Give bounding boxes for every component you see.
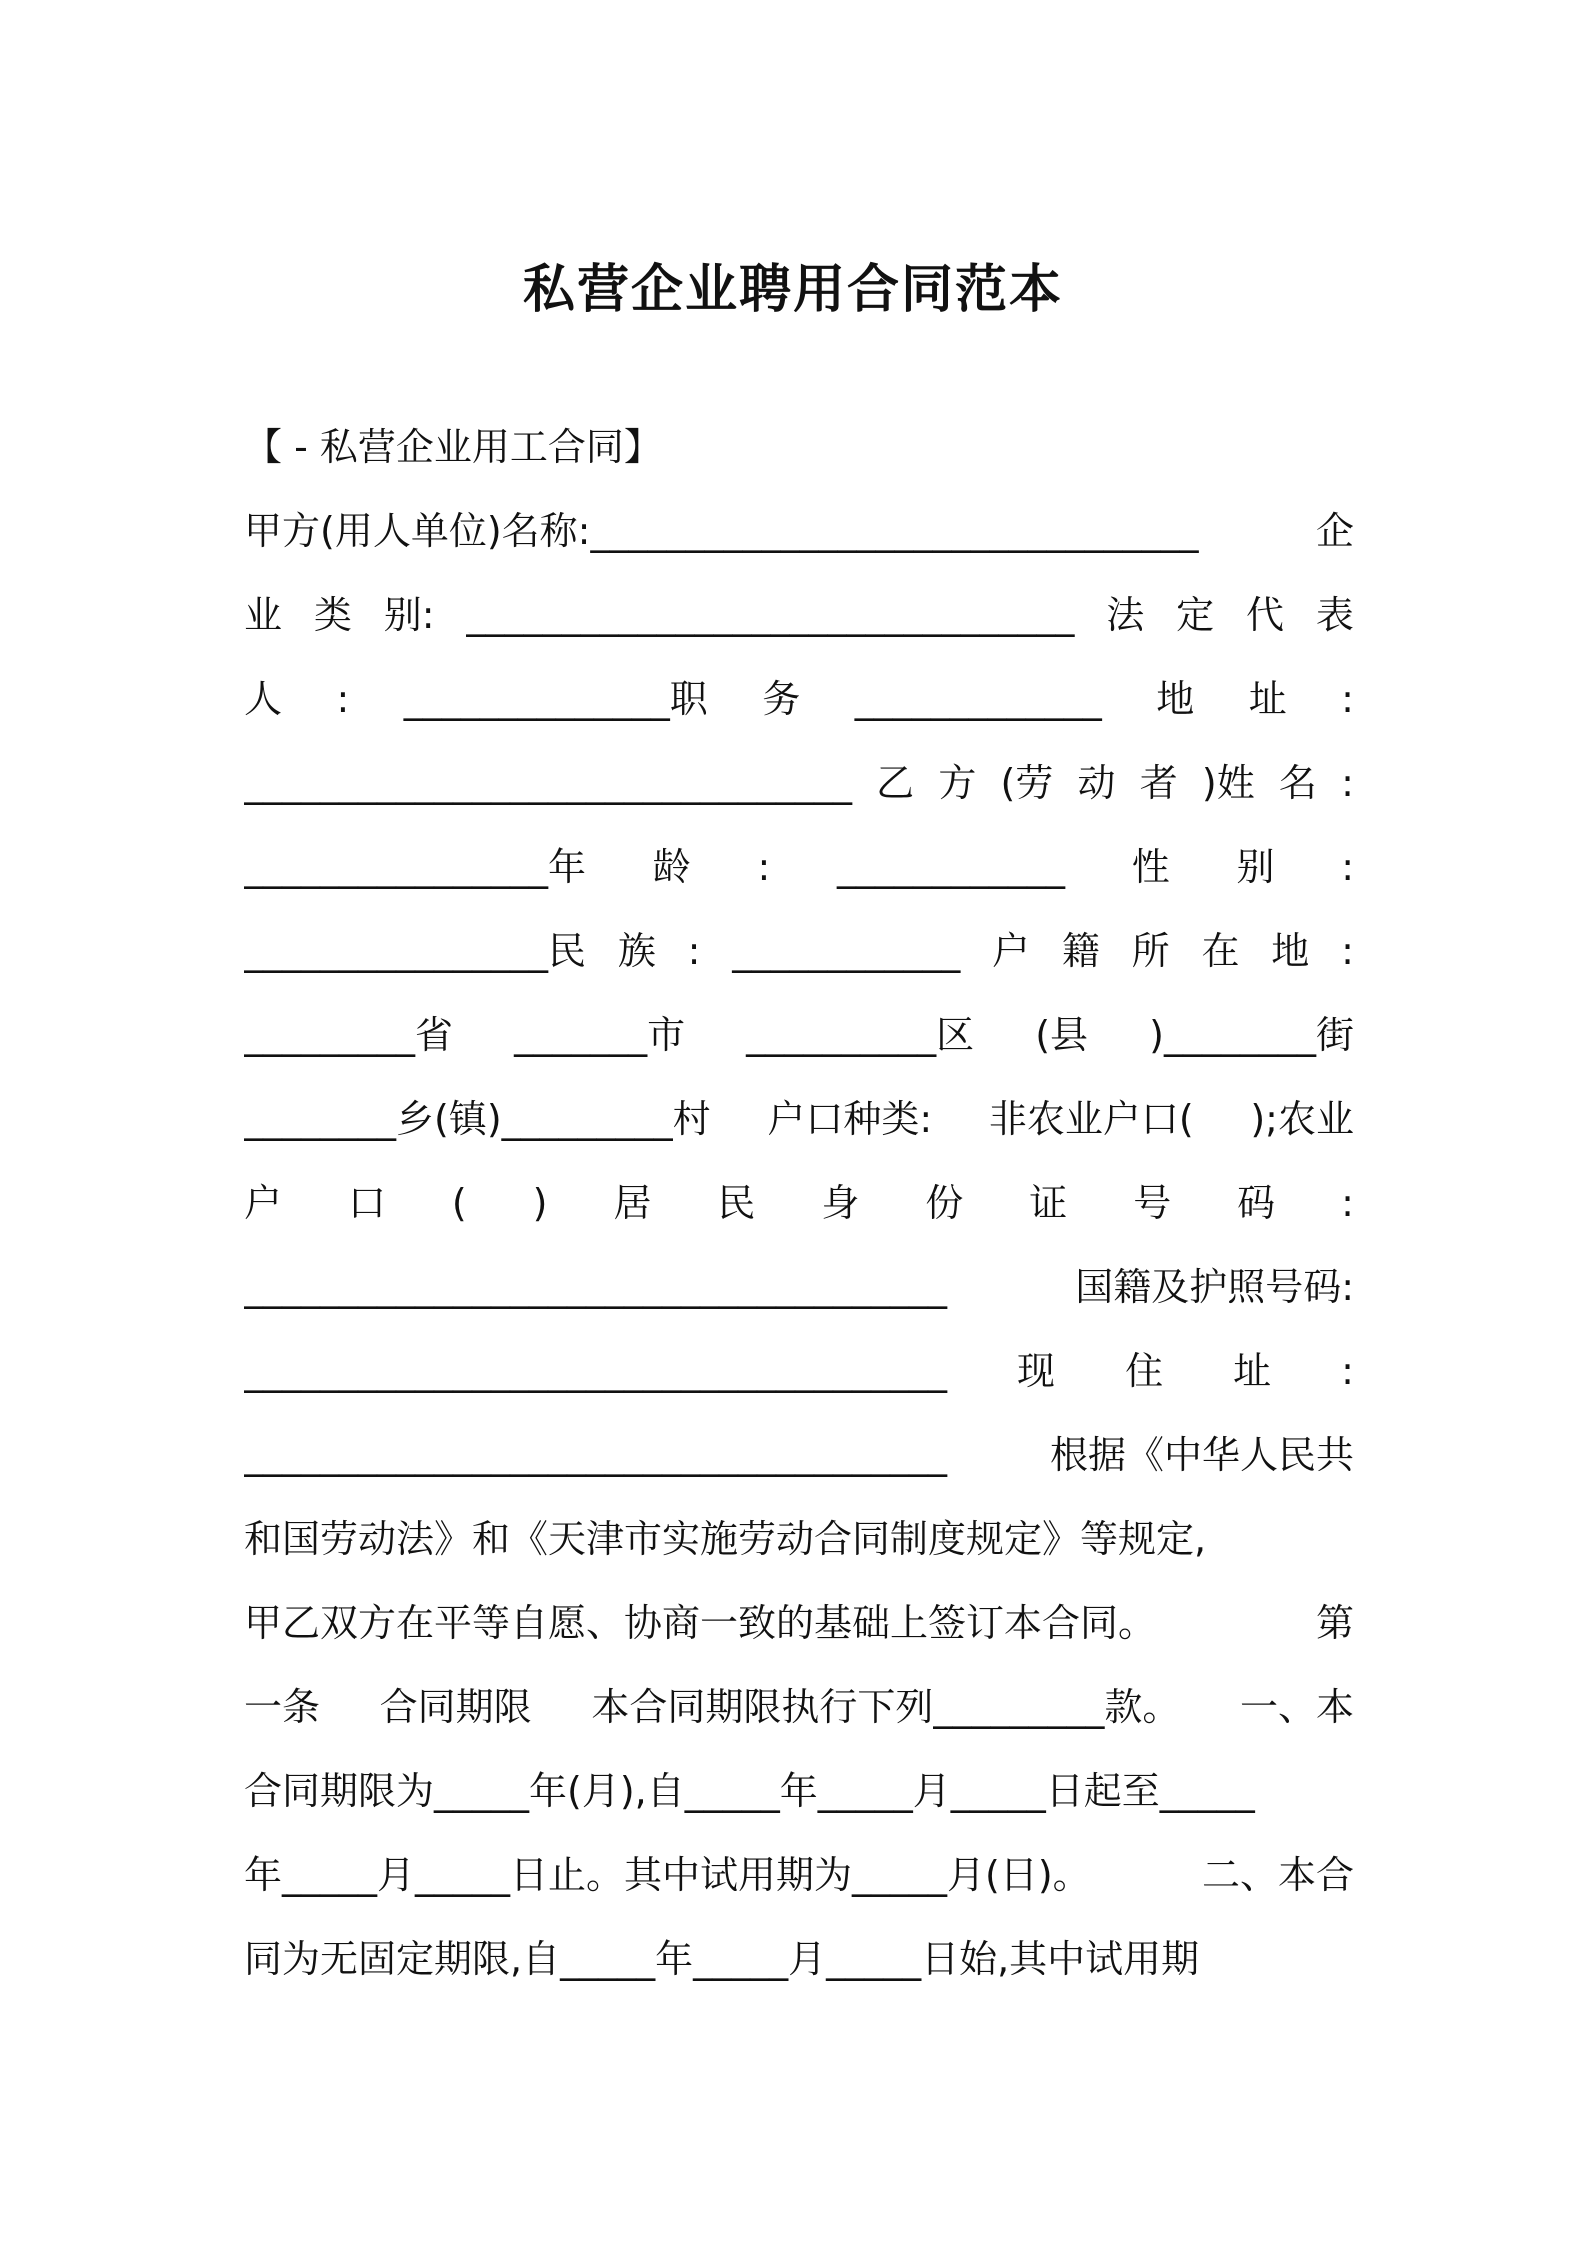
text-segment: : — [1341, 677, 1354, 721]
text-segment: 别 — [1236, 845, 1275, 889]
text-segment: 年_____月_____日止。其中试用期为_____月(日)。 — [244, 1853, 1091, 1897]
text-segment: _________省 — [244, 1013, 454, 1057]
text-segment: 名 — [1278, 761, 1317, 805]
text-line — [244, 489, 1354, 573]
text-segment: 定 — [1176, 593, 1215, 637]
text-segment: 乙 — [876, 761, 915, 805]
text-segment: 别: — [383, 593, 435, 637]
text-segment: __________区 — [746, 1013, 975, 1057]
text-segment: 者 — [1139, 761, 1178, 805]
text-segment: 在 — [1201, 929, 1240, 973]
text-segment: 一条 — [244, 1685, 321, 1729]
text-segment: 民 — [717, 1181, 756, 1225]
text-segment: 国籍及护照号码: — [1075, 1265, 1354, 1309]
text-line — [244, 1749, 1354, 1833]
text-segment: 址 — [1233, 1349, 1272, 1393]
text-segment: 身 — [821, 1181, 860, 1225]
text-segment: 第 — [1315, 1601, 1354, 1645]
text-segment: 业 — [244, 593, 283, 637]
text-segment: )姓 — [1201, 761, 1255, 805]
text-segment: ( — [451, 1181, 467, 1225]
text-segment: 甲乙双方在平等自愿、协商一致的基础上签订本合同。 — [244, 1601, 1157, 1645]
document-body — [244, 405, 1354, 2001]
text-segment: 方 — [938, 761, 977, 805]
text-line — [244, 825, 1354, 909]
text-segment: 一、本 — [1239, 1685, 1354, 1729]
text-line — [244, 657, 1354, 741]
text-segment: 籍 — [1061, 929, 1100, 973]
text-segment: 住 — [1125, 1349, 1164, 1393]
text-segment: _____________________________________ — [244, 1433, 947, 1477]
text-segment: 甲方(用人单位)名称:________________________________ — [244, 509, 1199, 553]
text-segment: 非农业户口( — [988, 1097, 1194, 1141]
text-segment: _____________________________________ — [244, 1265, 947, 1309]
document-title: 私营企业聘用合同范本 — [522, 260, 1063, 320]
text-segment: 【 - 私营企业用工合同】 — [244, 425, 662, 469]
text-segment: 族 — [617, 929, 656, 973]
text-segment: ________________________________ — [244, 761, 852, 805]
text-line — [244, 1245, 1354, 1329]
text-segment: ________________年 — [244, 845, 587, 889]
text-segment: 址 — [1248, 677, 1287, 721]
text-line — [244, 1665, 1354, 1749]
text-segment: 现 — [1017, 1349, 1056, 1393]
text-line — [244, 405, 1354, 489]
text-line — [244, 1581, 1354, 1665]
text-line — [244, 909, 1354, 993]
text-line — [244, 1413, 1354, 1497]
text-segment: : — [757, 845, 771, 889]
text-segment: : — [1341, 1349, 1354, 1393]
text-segment: 类 — [313, 593, 352, 637]
text-segment: 户口种类: — [767, 1097, 933, 1141]
text-segment: 龄 — [652, 845, 691, 889]
text-segment: 号 — [1133, 1181, 1172, 1225]
text-segment: ________________________________ — [466, 593, 1075, 637]
text-line — [244, 1161, 1354, 1245]
text-segment: 代 — [1246, 593, 1285, 637]
text-segment: ) — [532, 1181, 548, 1225]
text-segment: : — [1341, 929, 1354, 973]
text-segment: (县 — [1035, 1013, 1089, 1057]
text-segment: 合同期限 — [379, 1685, 532, 1729]
text-segment: 证 — [1029, 1181, 1068, 1225]
text-segment: 务 — [762, 677, 801, 721]
text-line — [244, 1917, 1354, 2001]
text-segment: 合同期限为_____年(月),自_____年_____月_____日起至_____ — [244, 1769, 1255, 1813]
text-segment: 居 — [613, 1181, 652, 1225]
text-segment: ____________ — [732, 929, 961, 973]
text-segment: : — [687, 929, 701, 973]
text-segment: 口 — [347, 1181, 386, 1225]
text-segment: 法 — [1106, 593, 1145, 637]
text-segment: )________街 — [1149, 1013, 1354, 1057]
text-segment: 表 — [1315, 593, 1354, 637]
text-segment: 份 — [925, 1181, 964, 1225]
text-line — [244, 741, 1354, 825]
text-segment: );农业 — [1250, 1097, 1354, 1141]
text-segment: : — [1341, 845, 1354, 889]
text-segment: : — [336, 677, 350, 721]
text-segment: (劳 — [1000, 761, 1054, 805]
text-line — [244, 1329, 1354, 1413]
text-line — [244, 1077, 1354, 1161]
text-segment: ________________民 — [244, 929, 587, 973]
text-segment: 户 — [992, 929, 1031, 973]
text-segment: 人 — [244, 677, 283, 721]
text-segment: ____________ — [837, 845, 1065, 889]
text-segment: 所 — [1131, 929, 1170, 973]
text-line — [244, 1497, 1354, 1581]
text-segment: 动 — [1077, 761, 1116, 805]
text-segment: : — [1341, 761, 1354, 805]
text-segment: 地 — [1156, 677, 1195, 721]
text-line — [244, 993, 1354, 1077]
text-segment: 地 — [1271, 929, 1310, 973]
text-segment: _____________ — [854, 677, 1102, 721]
text-line — [244, 1833, 1354, 1917]
text-line — [244, 573, 1354, 657]
text-segment: 性 — [1131, 845, 1170, 889]
text-segment: 二、本合 — [1201, 1853, 1354, 1897]
text-segment: _____________________________________ — [244, 1349, 947, 1393]
text-segment: 本合同期限执行下列_________款。 — [591, 1685, 1181, 1729]
text-segment: 企 — [1315, 509, 1354, 553]
text-segment: 根据《中华人民共 — [1049, 1433, 1354, 1477]
text-segment: ________乡(镇)_________村 — [244, 1097, 711, 1141]
text-segment: _______市 — [514, 1013, 686, 1057]
text-segment: ______________职 — [403, 677, 708, 721]
text-segment: 户 — [244, 1181, 283, 1225]
text-segment: 同为无固定期限,自_____年_____月_____日始,其中试用期 — [244, 1937, 1200, 1981]
text-segment: 码 — [1237, 1181, 1276, 1225]
text-segment: : — [1341, 1181, 1354, 1225]
text-segment: 和国劳动法》和《天津市实施劳动合同制度规定》等规定, — [244, 1517, 1207, 1561]
